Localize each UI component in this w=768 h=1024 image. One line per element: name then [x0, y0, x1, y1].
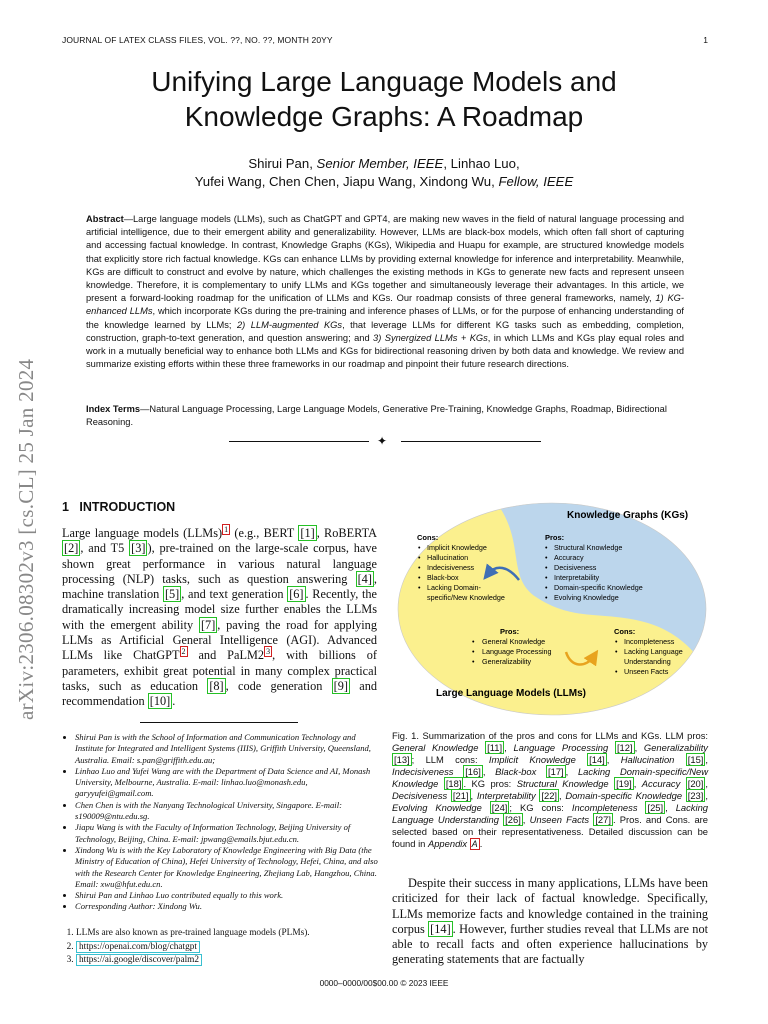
footnote-2: [62, 941, 380, 954]
bullet-icon: •: [418, 583, 421, 592]
footnote-link-1[interactable]: 1: [224, 524, 229, 534]
footnote-url-link[interactable]: https://ai.google/discover/palm2: [76, 954, 202, 966]
caption-text: ,: [705, 790, 708, 801]
citation-link[interactable]: [14]: [589, 754, 605, 765]
bullet-icon: •: [545, 573, 548, 582]
caption-text: . KG pros:: [463, 778, 517, 789]
bullet-icon: •: [545, 583, 548, 592]
citation-link[interactable]: [18]: [445, 778, 462, 789]
intro-text: , code generation: [225, 678, 332, 693]
citation-link[interactable]: [14]: [430, 921, 451, 936]
list-item: Indecisiveness: [427, 563, 475, 572]
citation-link[interactable]: [5]: [164, 587, 180, 602]
footnote-link-3[interactable]: 3: [266, 647, 271, 657]
abstract-text: , in which LLMs and KGs play equal roles and work in a mutually beneficial way to enhance both LLMs and KGs for bidirectional reasoning driven by both data and knowledge. We review and summarize existing efforts within these three frameworks in our roadmap and pinpoint their future research directions.: [86, 332, 684, 370]
caption-text: ,: [470, 790, 477, 801]
citation-link[interactable]: [10]: [149, 694, 171, 709]
kg-title: Knowledge Graphs (KGs): [567, 510, 689, 521]
caption-term: Structural Knowledge: [516, 778, 609, 789]
list-item: Interpretability: [554, 573, 600, 582]
caption-text: ,: [633, 778, 642, 789]
caption-term: Generalizability: [643, 742, 708, 753]
footnote-list: [62, 927, 380, 968]
arxiv-stamp: arXiv:2306.08302v3 [cs.CL] 25 Jan 2024: [14, 358, 38, 720]
citation-link[interactable]: [17]: [548, 766, 564, 777]
caption-term: Evolving Knowledge: [392, 802, 482, 813]
citation-link[interactable]: [13]: [394, 754, 410, 765]
citation-link[interactable]: [20]: [687, 778, 704, 789]
citation-link[interactable]: [19]: [616, 778, 632, 789]
citation-link[interactable]: [1]: [300, 526, 315, 540]
caption-text: Fig. 1. Summarization of the pros and cons for LLMs and KGs. LLM pros:: [392, 730, 708, 741]
intro-text: ), pre-trained on the large-scale corpus, have shown great performance in various natural language processing (NLP) tasks, such as question answering: [62, 541, 377, 586]
footnote-3: [62, 954, 380, 967]
caption-term: Incompleteness: [571, 802, 638, 813]
list-item: Incompleteness: [624, 637, 675, 646]
citation-link[interactable]: [24]: [491, 802, 508, 813]
footnote-1: [62, 927, 380, 940]
index-terms-label: Index Terms: [86, 404, 141, 414]
llm-title: Large Language Models (LLMs): [436, 688, 587, 699]
footnote-number: 3.: [66, 955, 74, 965]
separator-diamond-icon: ✦: [377, 434, 388, 448]
authors-line2-a: Yufei Wang, Chen Chen, Jiapu Wang, Xindong Wu,: [194, 174, 499, 189]
bullet-icon: •: [472, 657, 475, 666]
caption-text: ; KG cons:: [509, 802, 572, 813]
caption-text: .: [479, 838, 483, 849]
abstract-framework-2: 2) LLM-augmented KGs: [237, 319, 343, 330]
abstract: [86, 213, 684, 371]
caption-text: . Pros. and Cons. are selected based on their representativeness. Detailed discussion can be found in: [392, 814, 709, 849]
intro-text: and PaLM2: [187, 648, 265, 663]
citation-link[interactable]: [22]: [541, 790, 558, 801]
affiliation-item: • Chen Chen is with the Nanyang Technological University, Singapore. E-mail: s190009@ntu.edu.sg.: [75, 800, 380, 823]
caption-term: Black-box: [495, 766, 537, 777]
bullet-icon: •: [545, 543, 548, 552]
affiliation-notes: [62, 732, 380, 913]
section-separator: [229, 434, 541, 448]
bullet-icon: •: [615, 637, 618, 646]
footnote-rule: [140, 722, 298, 723]
affiliation-item: • Jiapu Wang is with the Faculty of Information Technology, Beijing University of Technology, Beijing, China. E-mail: jpwang@emails.bjut.edu.cn.: [75, 822, 380, 845]
paragraph-text: Despite their success in many applications, LLMs have been criticized for their lack of factual knowledge. Specifically, LLMs memorize facts and knowledge contained in the training corpus: [392, 876, 708, 936]
footnote-number: 1.: [66, 928, 74, 938]
intro-text: .: [172, 694, 176, 709]
separator-line-left: [229, 441, 369, 442]
caption-text: ,: [705, 778, 708, 789]
citation-link[interactable]: [23]: [687, 790, 704, 801]
bullet-icon: •: [615, 647, 618, 656]
citation-link[interactable]: [2]: [64, 541, 79, 556]
caption-term: Lacking Language Understanding: [392, 802, 709, 825]
list-item: Lacking Domain-: [427, 583, 481, 592]
authors-line2-b: Fellow, IEEE: [498, 174, 574, 189]
citation-link[interactable]: [8]: [209, 678, 224, 693]
paragraph-text: . However, further studies reveal that LLMs are not able to recall facts and often experience hallucinations by generating statements that are factually: [392, 921, 709, 967]
figure-llm-kg-comparison: [396, 502, 708, 716]
list-item: Black-box: [427, 573, 459, 582]
separator-line-right: [401, 441, 541, 442]
citation-link[interactable]: [3]: [131, 541, 146, 556]
caption-term: Hallucination: [620, 754, 675, 765]
caption-text: ; LLM cons:: [411, 754, 489, 765]
caption-text: ,: [606, 754, 621, 765]
intro-text: , with billions of parameters, exhibit great potential in many complex practical tasks, such as education: [62, 648, 377, 693]
llm-cons-label: Cons:: [614, 627, 636, 636]
citation-link[interactable]: [6]: [289, 587, 304, 602]
list-item: Understanding: [624, 657, 671, 666]
list-item: specific/New Knowledge: [427, 593, 505, 602]
citation-link[interactable]: [27]: [595, 814, 611, 825]
caption-term: Decisiveness: [392, 790, 448, 801]
citation-link[interactable]: [21]: [452, 790, 469, 801]
affiliation-item: • Corresponding Author: Xindong Wu.: [75, 901, 380, 912]
list-item: Structural Knowledge: [554, 543, 623, 552]
caption-term: Indecisiveness: [392, 766, 454, 777]
index-terms: [86, 403, 684, 429]
affiliation-item: • Shirui Pan and Linhao Luo contributed equally to this work.: [75, 890, 380, 901]
caption-text: ,: [482, 766, 496, 777]
affiliation-item: • Xindong Wu is with the Key Laboratory of Knowledge Engineering with Big Data (the Ministry of Education of China), Hefei University of Technology, Hefei, China, and also with the Research Center for Knowledge Engineering, Zhejiang Lab, Hangzhou, China. Email: xwu@hfut.edu.cn.: [75, 845, 380, 890]
list-item: Unseen Facts: [624, 667, 669, 676]
bullet-icon: •: [418, 553, 421, 562]
list-item: Evolving Knowledge: [554, 593, 619, 602]
intro-text: , RoBERTA: [316, 526, 377, 540]
bullet-icon: •: [418, 573, 421, 582]
citation-link[interactable]: [11]: [487, 742, 503, 753]
list-item: Hallucination: [427, 553, 469, 562]
caption-text: ,: [565, 766, 578, 777]
abstract-framework-1: 1) KG-enhanced LLMs: [86, 293, 684, 317]
citation-link[interactable]: [15]: [687, 754, 704, 765]
list-item: General Knowledge: [482, 637, 546, 646]
section-number: 1: [62, 500, 69, 514]
intro-text: , and T5: [80, 541, 130, 556]
intro-text: , machine translation: [62, 571, 377, 602]
caption-term: Language Processing: [513, 742, 609, 753]
caption-term: General Knowledge: [392, 742, 479, 753]
intro-text: , paving the road for applying LLMs as Artificial General Intelligence (AGI). Advanced LLMs like ChatGPT: [62, 617, 377, 663]
list-item: Domain-specific Knowledge: [554, 583, 643, 592]
caption-term: Implicit Knowledge: [488, 754, 576, 765]
caption-term: Appendix: [427, 838, 470, 849]
list-item: Decisiveness: [554, 563, 597, 572]
citation-link[interactable]: [4]: [357, 571, 372, 586]
intro-text: Large language models (LLMs): [62, 526, 223, 540]
abstract-text: , that leverage LLMs for different KG tasks such as embedding, completion, construction, graph-to-text generation, and question answering; and: [86, 319, 684, 343]
caption-text: ,: [522, 814, 530, 825]
list-item: Implicit Knowledge: [427, 543, 487, 552]
bullet-icon: •: [545, 563, 548, 572]
intro-text: , and text generation: [181, 587, 288, 602]
bullet-icon: •: [545, 553, 548, 562]
footnote-text: LLMs are also known as pre-trained language models (PLMs).: [75, 928, 310, 938]
intro-text: . Recently, the dramatically increasing model size further enables the LLMs with the emergent ability: [62, 587, 377, 632]
bullet-icon: •: [418, 543, 421, 552]
llm-pros-label: Pros:: [500, 627, 520, 636]
caption-text: ,: [665, 802, 676, 813]
abstract-framework-3: 3) Synergized LLMs + KGs: [373, 332, 488, 343]
author-list: [0, 155, 768, 191]
kg-pros-label: Pros:: [545, 533, 565, 542]
caption-term: Accuracy: [641, 778, 681, 789]
footnote-url-link[interactable]: https://openai.com/blog/chatgpt: [76, 941, 200, 953]
citation-link[interactable]: [25]: [647, 802, 664, 813]
caption-term: Unseen Facts: [529, 814, 590, 825]
abstract-label: Abstract: [86, 214, 124, 224]
affiliation-item: • Shirui Pan is with the School of Information and Communication Technology and Institute for Integrated and Intelligent Systems (IIIS), Griffith University, Queensland, Australia. Email: s.pan@griffith.edu.au;: [75, 732, 380, 766]
caption-term: Interpretability: [476, 790, 536, 801]
appendix-link[interactable]: A: [471, 839, 478, 849]
intro-text: and recommendation: [62, 678, 377, 709]
authors-line1-a: Shirui Pan,: [248, 156, 317, 171]
index-terms-text: —Natural Language Processing, Large Language Models, Generative Pre-Training, Knowledge Graphs, Roadmap, Bidirectional Reasoning.: [86, 404, 667, 428]
citation-link[interactable]: [7]: [200, 617, 216, 632]
bullet-icon: •: [418, 563, 421, 572]
footnote-number: 2.: [66, 941, 74, 952]
bullet-icon: •: [545, 593, 548, 602]
running-head: JOURNAL OF LATEX CLASS FILES, VOL. ??, NO. ??, MONTH 20YY: [62, 35, 333, 45]
page-number: 1: [703, 35, 708, 45]
citation-link[interactable]: [12]: [616, 742, 633, 753]
caption-text: ,: [559, 790, 566, 801]
caption-term: Lacking Domain-specific/New Knowledge: [392, 766, 709, 789]
intro-text: (e.g., BERT: [230, 526, 299, 540]
list-item: Accuracy: [554, 553, 584, 562]
title-line-1: Unifying Large Language Models and: [151, 66, 617, 97]
abstract-text: —Large language models (LLMs), such as ChatGPT and GPT4, are making new waves in the field of natural language processing and artificial intelligence, due to their emergent ability and generalizability. However, LLMs are black-box models, which often fall short of capturing and accessing factual knowledge. In contrast, Knowledge Graphs (KGs), Wikipedia and Huapu for example, are structured knowledge models that explicitly store rich factual knowledge. KGs can enhance LLMs by providing external knowledge for inference and interpretability. Meanwhile, KGs are difficult to construct and evolve by nature, which challenges the existing methods in KGs to generate new facts and represent unseen knowledge. Therefore, it is complementary to unify LLMs and KGs together and simultaneously leverage their advantages. In this article, we present a forward-looking roadmap for the unification of LLMs and KGs. Our roadmap consists of three general frameworks, namely,: [86, 214, 684, 304]
citation-link[interactable]: [16]: [465, 766, 481, 777]
section-title: INTRODUCTION: [79, 500, 176, 514]
bullet-icon: •: [615, 667, 618, 676]
list-item: Generalizability: [482, 657, 532, 666]
citation-link[interactable]: [9]: [333, 678, 348, 693]
authors-line1-b: Senior Member, IEEE: [316, 156, 444, 171]
figure-caption: [392, 730, 708, 850]
bullet-icon: •: [472, 647, 475, 656]
list-item: Lacking Language: [624, 647, 683, 656]
authors-line1-c: , Linhao Luo,: [443, 156, 520, 171]
caption-text: ,: [634, 742, 644, 753]
footnote-link-2[interactable]: 2: [181, 647, 186, 657]
affiliation-item: • Linhao Luo and Yufei Wang are with the Department of Data Science and AI, Monash University, Melbourne, Australia. E-mail: linhao.luo@monash.edu, garyyufei@gmail.com.: [75, 766, 380, 800]
citation-link[interactable]: [26]: [505, 814, 521, 825]
title-line-2: Knowledge Graphs: A Roadmap: [184, 101, 584, 132]
caption-text: ,: [705, 754, 708, 765]
caption-text: ,: [504, 742, 514, 753]
kg-cons-label: Cons:: [417, 533, 439, 542]
list-item: Language Processing: [482, 647, 552, 656]
abstract-text: , which incorporate KGs during the pre-training and inference phases of LLMs, or for the purpose of enhancing understanding of the knowledge learned by LLMs;: [86, 306, 684, 330]
bullet-icon: •: [472, 637, 475, 646]
copyright-footer: 0000–0000/00$00.00 © 2023 IEEE: [319, 978, 449, 988]
body-paragraph: [392, 876, 708, 968]
intro-paragraph: [62, 526, 377, 710]
section-heading: [62, 500, 175, 514]
paper-title: [0, 64, 768, 134]
caption-term: Domain-specific Knowledge: [565, 790, 683, 801]
